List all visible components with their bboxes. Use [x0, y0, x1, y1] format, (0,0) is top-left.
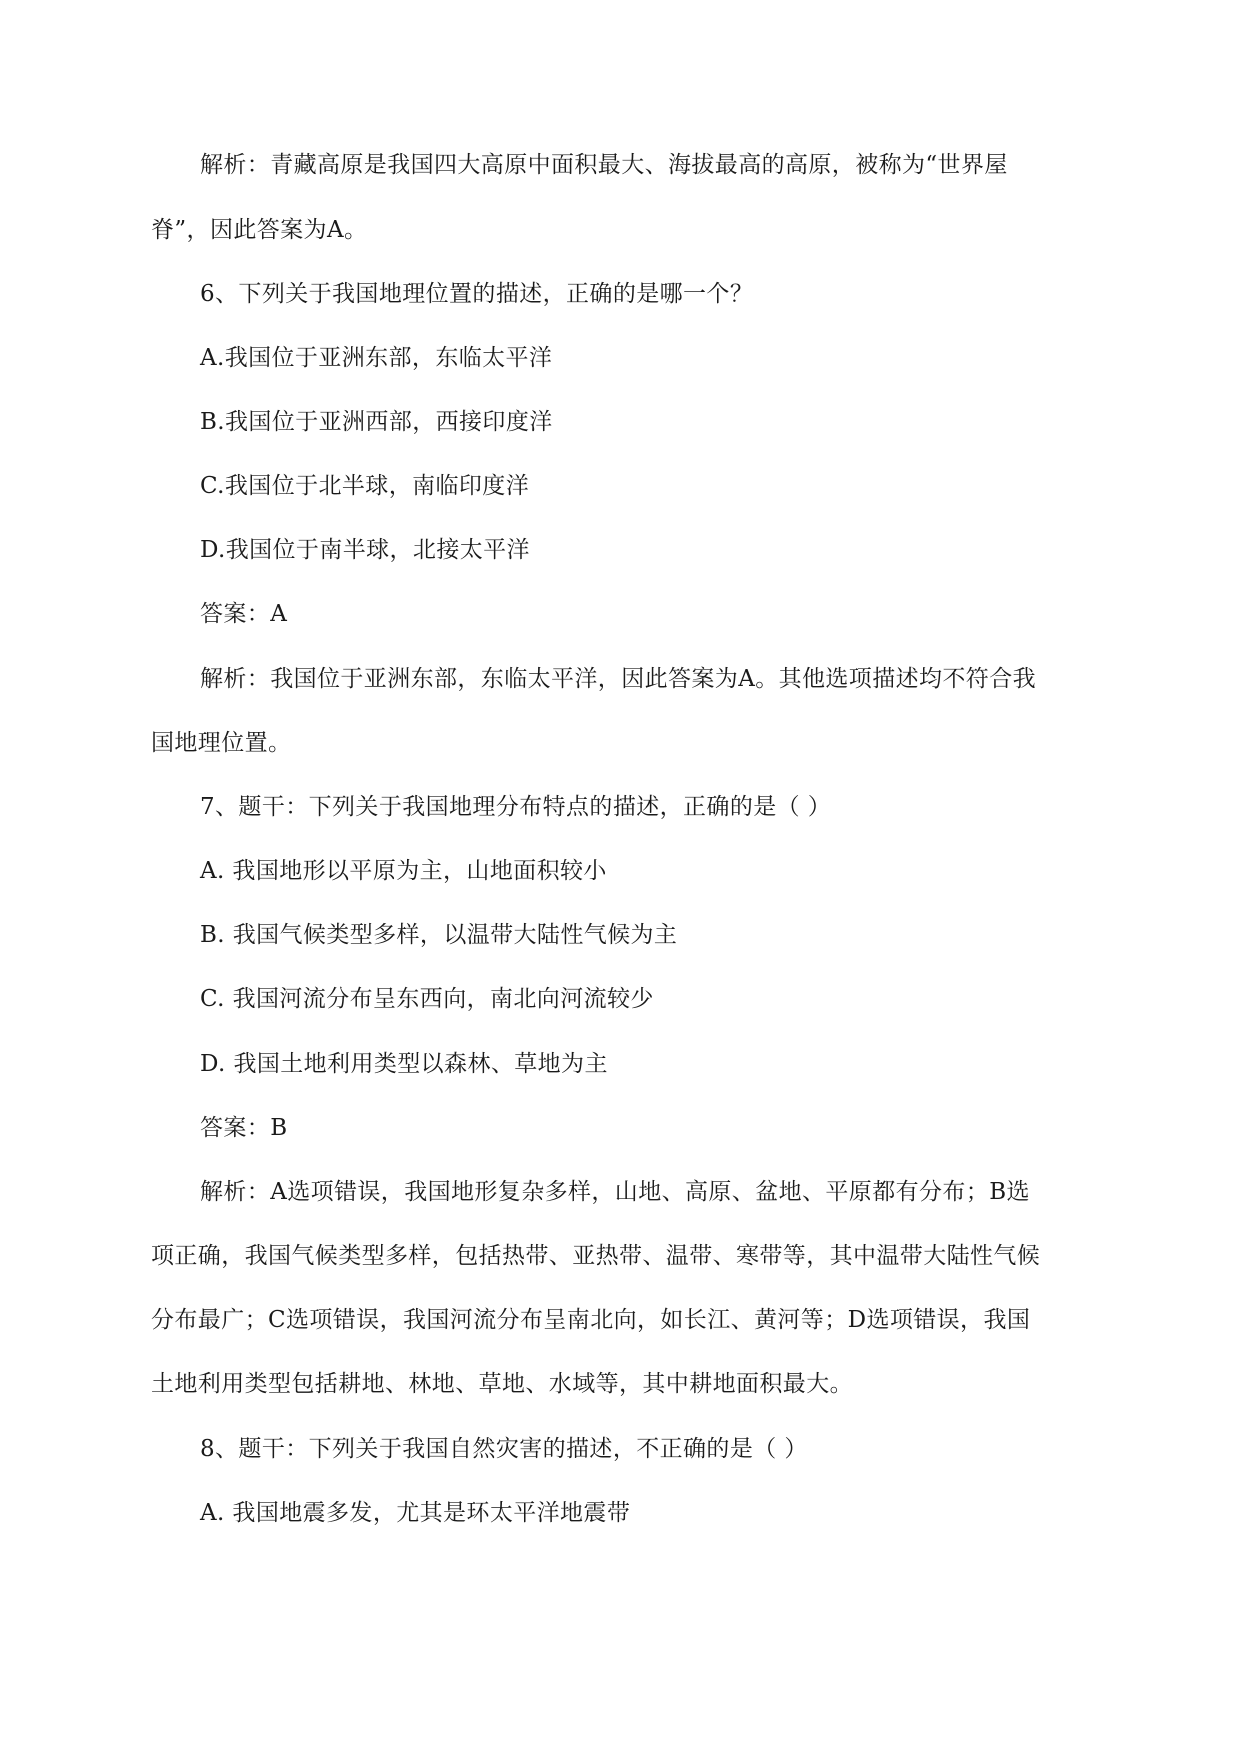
- q6-analysis-line-2: 国地理位置。: [151, 730, 292, 756]
- q7-analysis-line-3: 分布最广；C选项错误，我国河流分布呈南北向，如长江、黄河等；D选项错误，我国: [151, 1307, 1031, 1333]
- q6-option-a: A.我国位于亚洲东部，东临太平洋: [200, 345, 553, 371]
- q6-analysis-line-1: 解析：我国位于亚洲东部，东临太平洋，因此答案为A。其他选项描述均不符合我: [200, 666, 1037, 692]
- q7-analysis-line-1: 解析：A选项错误，我国地形复杂多样，山地、高原、盆地、平原都有分布；B选: [200, 1179, 1030, 1205]
- q7-stem: 7、题干：下列关于我国地理分布特点的描述，正确的是（ ）: [200, 794, 832, 820]
- q6-option-d: D.我国位于南半球，北接太平洋: [200, 537, 530, 563]
- q7-option-a: A. 我国地形以平原为主，山地面积较小: [200, 858, 607, 884]
- q5-analysis-line-2: 脊”，因此答案为A。: [151, 217, 368, 243]
- q7-option-c: C. 我国河流分布呈东西向，南北向河流较少: [200, 986, 654, 1012]
- q7-option-d: D. 我国土地利用类型以森林、草地为主: [200, 1051, 608, 1077]
- q6-stem: 6、下列关于我国地理位置的描述，正确的是哪一个？: [200, 281, 754, 307]
- q6-option-c: C.我国位于北半球，南临印度洋: [200, 473, 530, 499]
- q7-analysis-line-4: 土地利用类型包括耕地、林地、草地、水域等，其中耕地面积最大。: [151, 1371, 853, 1397]
- q6-option-b: B.我国位于亚洲西部，西接印度洋: [200, 409, 553, 435]
- q5-analysis-line-1: 解析：青藏高原是我国四大高原中面积最大、海拔最高的高原，被称为“世界屋: [200, 152, 1008, 178]
- q7-option-b: B. 我国气候类型多样，以温带大陆性气候为主: [200, 922, 678, 948]
- q7-analysis-line-2: 项正确，我国气候类型多样，包括热带、亚热带、温带、寒带等，其中温带大陆性气候: [151, 1243, 1041, 1269]
- q7-answer: 答案：B: [200, 1115, 288, 1141]
- q8-option-a: A. 我国地震多发，尤其是环太平洋地震带: [200, 1500, 631, 1526]
- q6-answer: 答案：A: [200, 601, 288, 627]
- q8-stem: 8、题干：下列关于我国自然灾害的描述，不正确的是（ ）: [200, 1436, 808, 1462]
